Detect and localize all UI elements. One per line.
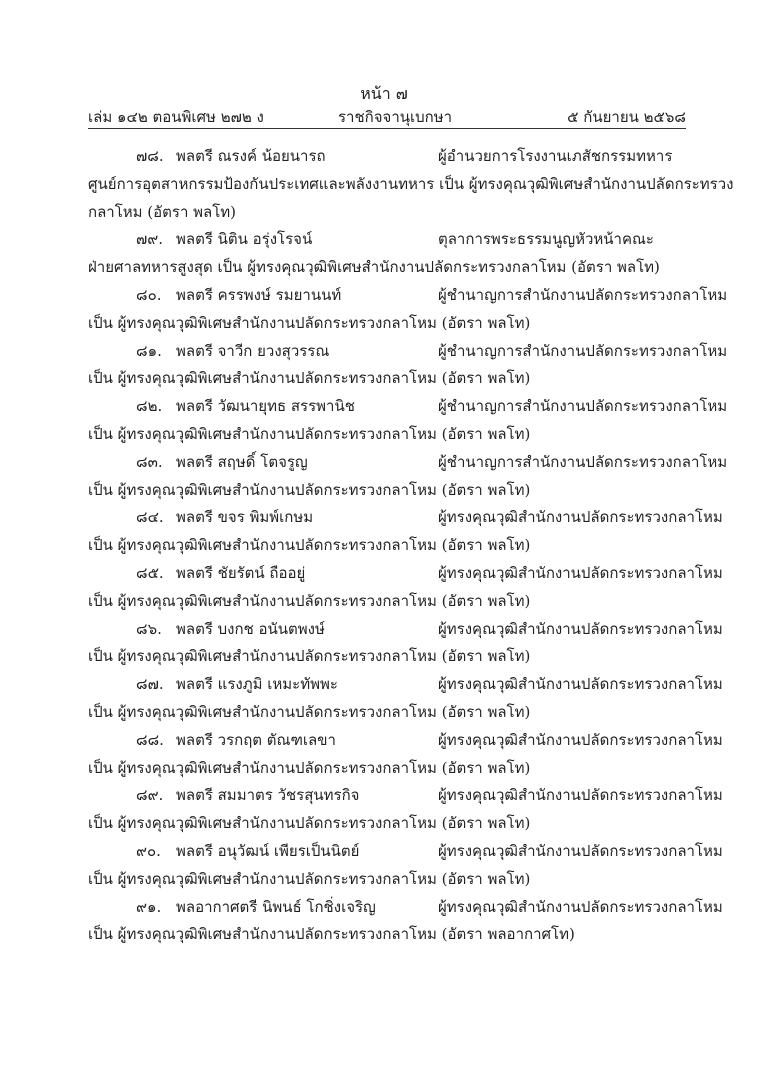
entry-continuation-line: เป็น ผู้ทรงคุณวุฒิพิเศษสำนักงานปลัดกระทรวงกลาโหม (อัตรา พลโท) <box>88 313 531 332</box>
officer-name: พลตรี ครรพงษ์ รมยานนท์ <box>176 285 342 304</box>
officer-name: พลตรี สฤษดิ์ โตจรูญ <box>176 452 308 471</box>
entry-first-line <box>88 727 723 755</box>
current-position: ผู้ทรงคุณวุฒิสำนักงานปลัดกระทรวงกลาโหม <box>438 619 723 638</box>
officer-name: พลตรี แรงภูมิ เหมะทัพพะ <box>176 675 338 694</box>
entry-continuation-line: เป็น ผู้ทรงคุณวุฒิพิเศษสำนักงานปลัดกระทรวงกลาโหม (อัตรา พลอากาศโท) <box>88 925 575 944</box>
current-position: ผู้ทรงคุณวุฒิสำนักงานปลัดกระทรวงกลาโหม <box>438 508 723 527</box>
header-date: ๕ กันยายน ๒๕๖๘ <box>567 108 686 126</box>
officer-name: พลตรี วัฒนายุทธ สรรพานิช <box>176 397 355 416</box>
entry-continuation-line: เป็น ผู้ทรงคุณวุฒิพิเศษสำนักงานปลัดกระทรวงกลาโหม (อัตรา พลโท) <box>88 591 531 610</box>
entry-number: ๗๙. <box>136 230 164 249</box>
entry-number: ๘๑. <box>136 341 162 360</box>
entry-number: ๙๑. <box>136 897 162 916</box>
appointment-entry <box>88 449 728 505</box>
entry-first-line <box>88 894 723 922</box>
appointment-entry <box>88 282 728 338</box>
current-position: ผู้ทรงคุณวุฒิสำนักงานปลัดกระทรวงกลาโหม <box>438 786 723 805</box>
entry-number: ๘๓. <box>136 452 163 471</box>
entry-first-line <box>88 838 723 866</box>
current-position: ผู้ทรงคุณวุฒิสำนักงานปลัดกระทรวงกลาโหม <box>438 675 723 694</box>
entry-number: ๘๘. <box>136 730 164 749</box>
entry-number: ๘๒. <box>136 397 163 416</box>
entry-number: ๘๕. <box>136 563 164 582</box>
appointment-entry <box>88 143 734 226</box>
current-position: ตุลาการพระธรรมนูญหัวหน้าคณะ <box>438 230 654 249</box>
entry-continuation-line: เป็น ผู้ทรงคุณวุฒิพิเศษสำนักงานปลัดกระทรวงกลาโหม (อัตรา พลโท) <box>88 647 531 666</box>
entry-first-line <box>88 282 728 310</box>
current-position: ผู้ทรงคุณวุฒิสำนักงานปลัดกระทรวงกลาโหม <box>438 563 723 582</box>
entry-first-line <box>88 616 723 644</box>
appointment-entry <box>88 338 728 394</box>
current-position: ผู้อำนวยการโรงงานเภสัชกรรมทหาร <box>438 147 673 165</box>
header-volume: เล่ม ๑๔๒ ตอนพิเศษ ๒๗๒ ง <box>88 108 264 126</box>
entry-continuation-line: เป็น ผู้ทรงคุณวุฒิพิเศษสำนักงานปลัดกระทรวงกลาโหม (อัตรา พลโท) <box>88 536 531 555</box>
current-position: ผู้ชำนาญการสำนักงานปลัดกระทรวงกลาโหม <box>438 452 728 471</box>
officer-name: พลอากาศตรี นิพนธ์ โกชิ่งเจริญ <box>176 897 376 916</box>
officer-name: พลตรี ณรงค์ น้อยนารถ <box>176 147 326 165</box>
officer-name: พลตรี วรกฤต ตัณฑเลขา <box>176 730 336 749</box>
entry-number: ๘๔. <box>136 508 164 527</box>
entry-first-line <box>88 226 686 254</box>
entry-number: ๙๐. <box>136 841 161 860</box>
appointment-entry <box>88 782 723 838</box>
entry-number: ๗๘. <box>136 147 164 165</box>
entry-first-line <box>88 782 723 810</box>
entry-number: ๘๐. <box>136 285 162 304</box>
appointment-entry <box>88 393 728 449</box>
officer-name: พลตรี ชัยรัตน์ ถืออยู่ <box>176 563 306 582</box>
entry-continuation-line: เป็น ผู้ทรงคุณวุฒิพิเศษสำนักงานปลัดกระทรวงกลาโหม (อัตรา พลโท) <box>88 369 531 388</box>
appointment-entry <box>88 560 723 616</box>
current-position: ผู้ทรงคุณวุฒิสำนักงานปลัดกระทรวงกลาโหม <box>438 841 723 860</box>
entry-continuation-line: เป็น ผู้ทรงคุณวุฒิพิเศษสำนักงานปลัดกระทรวงกลาโหม (อัตรา พลโท) <box>88 480 531 499</box>
current-position: ผู้ชำนาญการสำนักงานปลัดกระทรวงกลาโหม <box>438 341 728 360</box>
appointment-list <box>88 143 734 949</box>
entry-first-line <box>88 143 686 171</box>
page-number: หน้า ๗ <box>360 84 408 103</box>
appointment-entry <box>88 671 723 727</box>
officer-name: พลตรี นิติน อรุ่งโรจน์ <box>176 230 313 249</box>
officer-name: พลตรี บงกช อนันตพงษ์ <box>176 619 325 638</box>
entry-first-line <box>88 449 728 477</box>
current-position: ผู้ชำนาญการสำนักงานปลัดกระทรวงกลาโหม <box>438 285 728 304</box>
entry-continuation-line: เป็น ผู้ทรงคุณวุฒิพิเศษสำนักงานปลัดกระทรวงกลาโหม (อัตรา พลโท) <box>88 869 531 888</box>
entry-number: ๘๙. <box>136 786 164 805</box>
entry-continuation-line: เป็น ผู้ทรงคุณวุฒิพิเศษสำนักงานปลัดกระทรวงกลาโหม (อัตรา พลโท) <box>88 814 531 833</box>
entry-number: ๘๖. <box>136 619 162 638</box>
entry-first-line <box>88 671 723 699</box>
appointment-entry <box>88 838 723 894</box>
entry-continuation-line: เป็น ผู้ทรงคุณวุฒิพิเศษสำนักงานปลัดกระทรวงกลาโหม (อัตรา พลโท) <box>88 758 531 777</box>
appointment-entry <box>88 504 723 560</box>
current-position: ผู้ชำนาญการสำนักงานปลัดกระทรวงกลาโหม <box>438 397 728 416</box>
current-position: ผู้ทรงคุณวุฒิสำนักงานปลัดกระทรวงกลาโหม <box>438 730 723 749</box>
appointment-entry <box>88 727 723 783</box>
entry-first-line <box>88 338 728 366</box>
entry-first-line <box>88 393 728 421</box>
officer-name: พลตรี จาวีก ยวงสุวรรณ <box>176 341 330 360</box>
gazette-header <box>88 105 686 127</box>
appointment-entry <box>88 894 723 950</box>
entry-continuation-line: เป็น ผู้ทรงคุณวุฒิพิเศษสำนักงานปลัดกระทรวงกลาโหม (อัตรา พลโท) <box>88 424 531 443</box>
entry-number: ๘๗. <box>136 675 164 694</box>
current-position: ผู้ทรงคุณวุฒิสำนักงานปลัดกระทรวงกลาโหม <box>438 897 723 916</box>
appointment-entry <box>88 226 686 282</box>
entry-continuation-line: เป็น ผู้ทรงคุณวุฒิพิเศษสำนักงานปลัดกระทรวงกลาโหม (อัตรา พลโท) <box>88 702 531 721</box>
entry-continuation-line: ศูนย์การอุตสาหกรรมป้องกันประเทศและพลังงานทหาร เป็น ผู้ทรงคุณวุฒิพิเศษสำนักงานปลัดกระทรวง <box>88 174 734 193</box>
entry-continuation-line: กลาโหม (อัตรา พลโท) <box>88 202 237 221</box>
officer-name: พลตรี สมมาตร วัชรสุนทรกิจ <box>176 786 360 805</box>
entry-first-line <box>88 504 723 532</box>
header-issue-title: ราชกิจจานุเบกษา <box>338 108 453 126</box>
appointment-entry <box>88 616 723 672</box>
header-divider <box>88 128 686 129</box>
officer-name: พลตรี อนุวัฒน์ เพียรเป็นนิตย์ <box>176 841 360 860</box>
entry-first-line <box>88 560 723 588</box>
entry-continuation-line: ฝ่ายศาลทหารสูงสุด เป็น ผู้ทรงคุณวุฒิพิเศษสำนักงานปลัดกระทรวงกลาโหม (อัตรา พลโท) <box>88 258 660 277</box>
officer-name: พลตรี ขจร พิมพ์เกษม <box>176 508 314 527</box>
